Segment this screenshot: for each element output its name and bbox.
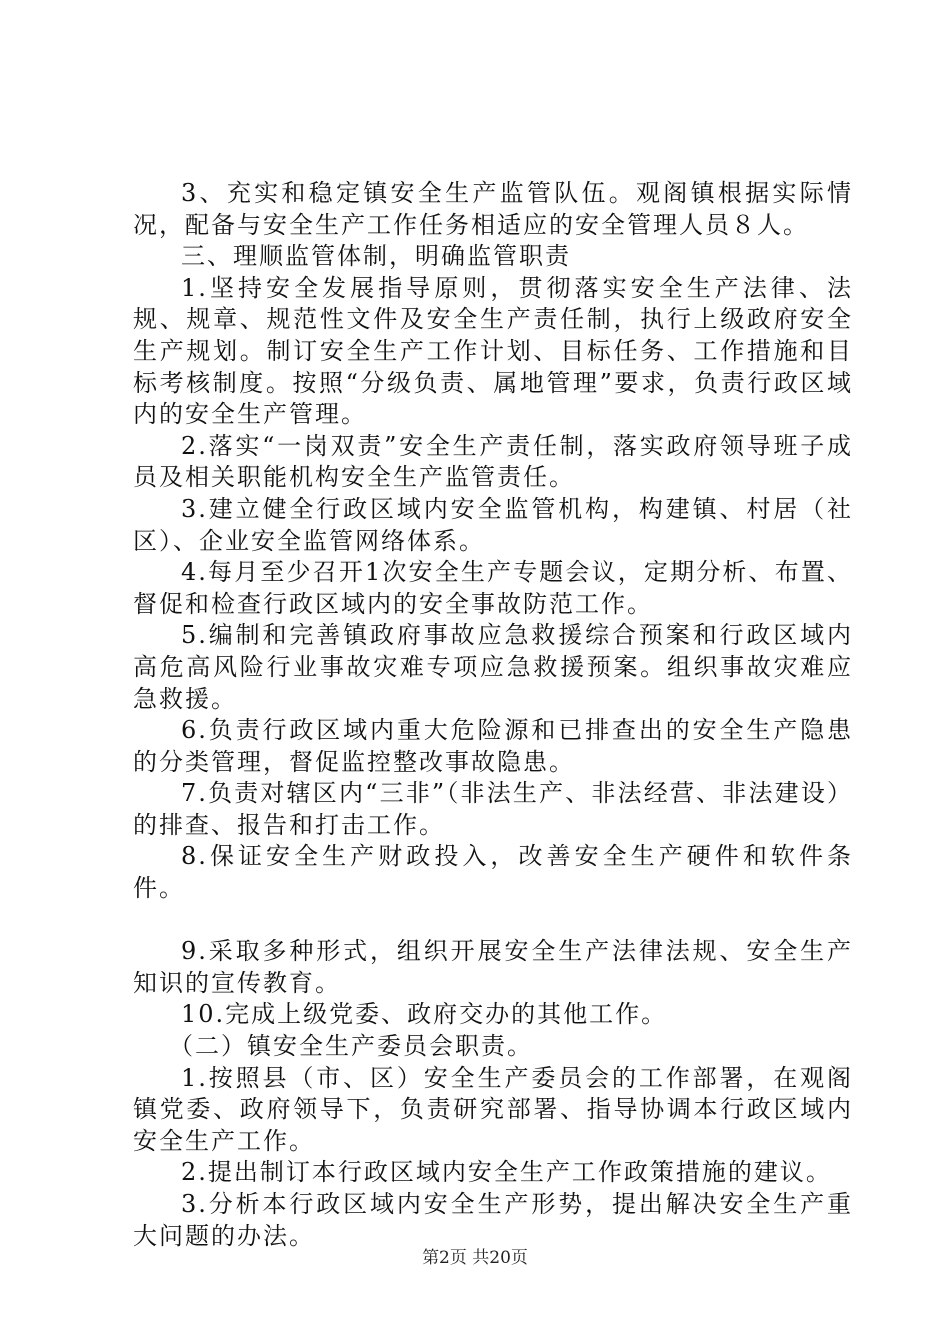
paragraph-committee-2: 2.提出制订本行政区域内安全生产工作政策措施的建议。 (181, 1158, 832, 1187)
document-body (133, 178, 853, 1252)
paragraph-committee-3: 3.分析本行政区域内安全生产形势，提出解决安全生产重大问题的办法。 (133, 1190, 853, 1250)
section-heading-supervision: 三、理顺监管体制，明确监管职责 (181, 242, 571, 271)
paragraph-staffing: 3、充实和稳定镇安全生产监管队伍。观阁镇根据实际情况，配备与安全生产工作任务相适应的安全管理人员８人。 (133, 179, 853, 239)
page-number-footer: 第2页 共20页 (422, 1248, 528, 1268)
paragraph-item-2: 2.落实“一岗双责”安全生产责任制，落实政府领导班子成员及相关职能机构安全生产监管责任。 (133, 431, 853, 492)
subsection-heading-committee: （二）镇安全生产委员会职责。 (169, 1032, 533, 1061)
paragraph-item-1: 1.坚持安全发展指导原则，贯彻落实安全生产法律、法规、规章、规范性文件及安全生产责任制，执行上级政府安全生产规划。制订安全生产工作计划、目标任务、工作措施和目标考核制度。按照“分级负责、属地管理”要求，负责行政区域内的安全生产管理。 (133, 273, 853, 429)
paragraph-item-5: 5.编制和完善镇政府事故应急救援综合预案和行政区域内高危高风险行业事故灾难专项应急救援预案。组织事故灾难应急救援。 (133, 621, 853, 713)
paragraph-item-7: 7.负责对辖区内“三非”（非法生产、非法经营、非法建设）的排查、报告和打击工作。 (133, 779, 853, 839)
paragraph-item-4: 4.每月至少召开1次安全生产专题会议，定期分析、布置、督促和检查行政区域内的安全事故防范工作。 (133, 558, 853, 618)
paragraph-item-10: 10.完成上级党委、政府交办的其他工作。 (181, 1000, 668, 1029)
paragraph-item-8: 8.保证安全生产财政投入，改善安全生产硬件和软件条件。 (133, 842, 853, 903)
paragraph-committee-1: 1.按照县（市、区）安全生产委员会的工作部署，在观阁镇党委、政府领导下，负责研究部署、指导协调本行政区域内安全生产工作。 (133, 1063, 853, 1155)
paragraph-item-3: 3.建立健全行政区域内安全监管机构，构建镇、村居（社区）、企业安全监管网络体系。 (133, 494, 853, 555)
paragraph-item-6: 6.负责行政区域内重大危险源和已排查出的安全生产隐患的分类管理，督促监控整改事故隐患。 (133, 716, 853, 776)
paragraph-item-9: 9.采取多种形式，组织开展安全生产法律法规、安全生产知识的宣传教育。 (133, 937, 853, 997)
paragraph-gap (133, 905, 853, 937)
